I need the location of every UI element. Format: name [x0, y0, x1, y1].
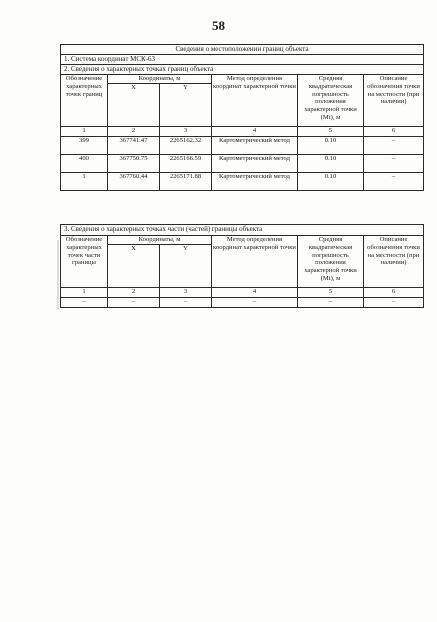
col-number: 5	[298, 288, 364, 298]
point-id: 1	[61, 173, 108, 191]
header-x: X	[108, 84, 160, 127]
table-row	[61, 137, 424, 155]
header-description: Описание обозначения точки на местности (при наличии)	[364, 75, 424, 127]
header-accuracy: Средняя квадратическая погрешность положения характерной точки (Мt), м	[298, 236, 364, 288]
accuracy: –	[298, 298, 364, 308]
col-number: 3	[160, 288, 212, 298]
header-method: Метод определения координат характерной точки	[212, 75, 298, 127]
coordinate-system: 1. Система координат МСК-63	[61, 55, 424, 65]
col-number: 4	[212, 127, 298, 137]
col-number: 2	[108, 288, 160, 298]
coord-y: 2265171.88	[160, 173, 212, 191]
header-y: Y	[160, 84, 212, 127]
col-number: 3	[160, 127, 212, 137]
description: –	[364, 155, 424, 173]
col-number: 1	[61, 127, 108, 137]
coord-x: 367760.44	[108, 173, 160, 191]
table-row	[61, 173, 424, 191]
coord-x: 367750.75	[108, 155, 160, 173]
header-y: Y	[160, 245, 212, 288]
coord-y: –	[160, 298, 212, 308]
point-id: 399	[61, 137, 108, 155]
coord-x: –	[108, 298, 160, 308]
description: –	[364, 173, 424, 191]
scan-smear	[57, 240, 59, 310]
coord-x: 367741.47	[108, 137, 160, 155]
point-id: –	[61, 298, 108, 308]
accuracy: 0.10	[298, 137, 364, 155]
col-number: 5	[298, 127, 364, 137]
header-description: Описание обозначения точки на местности (при наличии)	[364, 236, 424, 288]
header-x: X	[108, 245, 160, 288]
coord-y: 2265166.59	[160, 155, 212, 173]
accuracy: 0.10	[298, 173, 364, 191]
description: –	[364, 137, 424, 155]
description: –	[364, 298, 424, 308]
col-number: 2	[108, 127, 160, 137]
col-number: 6	[364, 288, 424, 298]
part-boundary-points-table	[60, 224, 424, 308]
col-number: 4	[212, 288, 298, 298]
table-row	[61, 298, 424, 308]
accuracy: 0.10	[298, 155, 364, 173]
header-point-id: Обозначение характерных точек границ	[61, 75, 108, 127]
table-title: Сведения о местоположении границ объекта	[61, 45, 424, 55]
point-id: 400	[61, 155, 108, 173]
section-2-title: 2. Сведения о характерных точках границ объекта	[61, 65, 424, 75]
header-accuracy: Средняя квадратическая погрешность положения характерной точки (Мt), м	[298, 75, 364, 127]
page-number: 58	[212, 18, 225, 33]
method: –	[212, 298, 298, 308]
boundary-points-table	[60, 44, 424, 191]
header-coordinates: Координаты, м	[108, 75, 212, 84]
col-number: 6	[364, 127, 424, 137]
coord-y: 2265162.32	[160, 137, 212, 155]
header-coordinates: Координаты, м	[108, 236, 212, 245]
header-method: Метод определения координат характерной точки	[212, 236, 298, 288]
method: Картометрический метод	[212, 155, 298, 173]
section-3-title: 3. Сведения о характерных точках части (частей) границы объекта	[61, 225, 424, 236]
table-row	[61, 155, 424, 173]
header-point-id: Обозначение характерных точек части границы	[61, 236, 108, 288]
method: Картометрический метод	[212, 137, 298, 155]
col-number: 1	[61, 288, 108, 298]
method: Картометрический метод	[212, 173, 298, 191]
